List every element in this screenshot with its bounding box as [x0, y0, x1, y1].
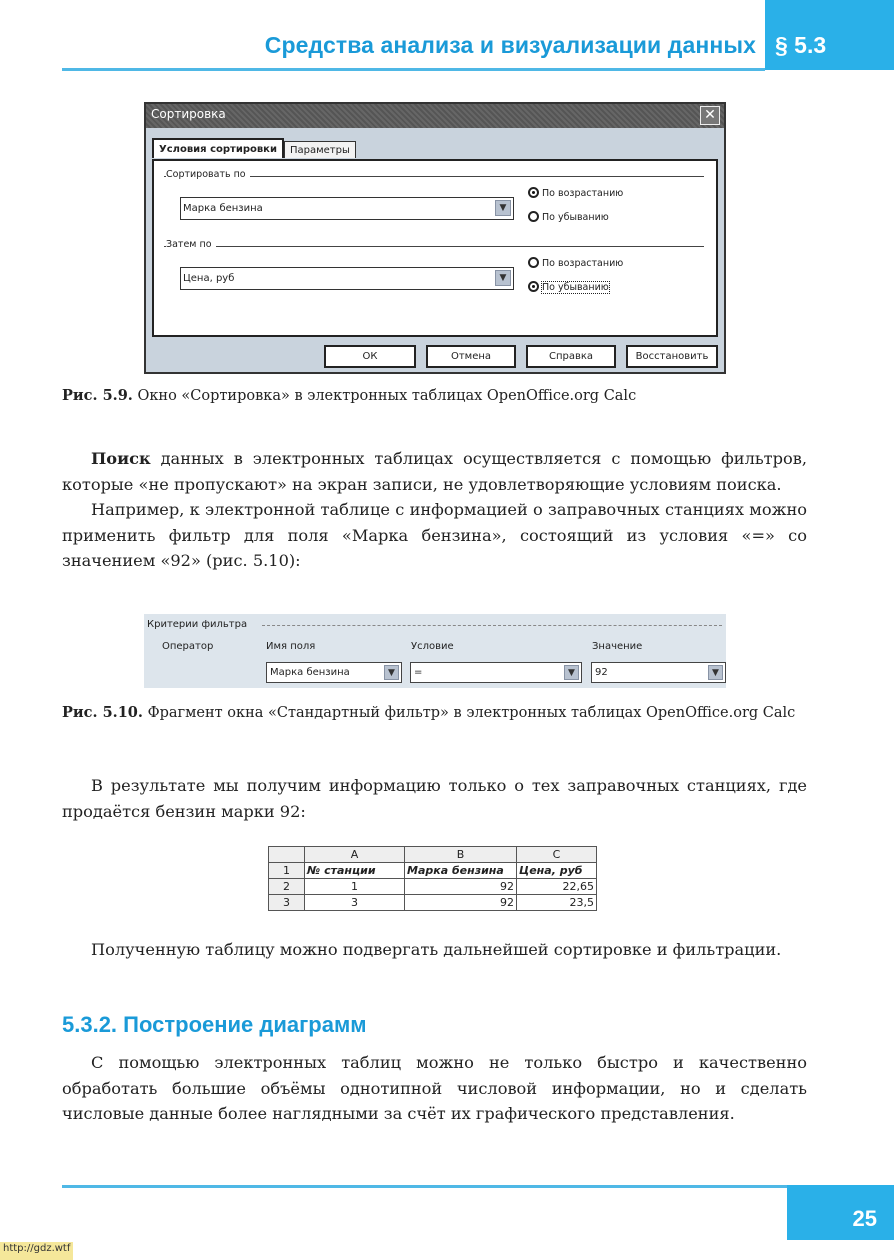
section-heading: 5.3.2. Построение диаграмм	[62, 1012, 367, 1037]
figure-label: Рис. 5.10.	[62, 704, 143, 721]
row-header: 2	[269, 879, 305, 895]
table-cell: Марка бензина	[405, 863, 517, 879]
dialog-title: Сортировка	[151, 107, 226, 121]
paragraph-example: Например, к электронной таблице с информацией о заправочных станциях можно применить фильтр для поля «Марка бензина», состоящий из условия «=» со значением «92» (рис. 5.10):	[62, 500, 807, 570]
header-divider	[62, 68, 765, 71]
chevron-down-icon[interactable]: ▼	[495, 200, 511, 216]
table-cell: 92	[405, 879, 517, 895]
paragraph-diagrams	[62, 1050, 807, 1127]
sort-by-label: Сортировать по	[166, 169, 250, 180]
radio-label: По убыванию	[542, 212, 609, 223]
group-divider	[164, 246, 704, 247]
column-header-row	[269, 847, 597, 863]
dialog-tabs	[152, 138, 356, 158]
ok-button[interactable]: ОК	[324, 345, 416, 368]
then-by-value: Цена, руб	[183, 273, 235, 284]
tab-panel-sort-criteria	[152, 159, 718, 337]
paragraph-further-text: Полученную таблицу можно подвергать дальнейшей сортировке и фильтрации.	[91, 940, 782, 959]
then-by-select[interactable]	[180, 267, 514, 290]
radio-unselected-icon	[528, 257, 539, 268]
value-select[interactable]	[591, 662, 726, 683]
table-cell: № станции	[305, 863, 405, 879]
radio-selected-icon	[528, 187, 539, 198]
table-cell: 22,65	[517, 879, 597, 895]
radio-label: По возрастанию	[542, 258, 624, 269]
paragraph-result	[62, 773, 807, 824]
figure-text: Фрагмент окна «Стандартный фильтр» в электронных таблицах OpenOffice.org Calc	[147, 705, 796, 721]
radio-label: По убыванию	[542, 282, 609, 293]
table-cell: 3	[305, 895, 405, 911]
figure-text: Окно «Сортировка» в электронных таблицах OpenOffice.org Calc	[137, 388, 637, 404]
then-by-label: Затем по	[166, 239, 216, 250]
table-row	[269, 863, 597, 879]
chevron-down-icon[interactable]: ▼	[495, 270, 511, 286]
page-header-title: Средства анализа и визуализации данных	[264, 32, 756, 58]
sort-by-select[interactable]	[180, 197, 514, 220]
value-label: Значение	[592, 641, 643, 652]
help-button[interactable]: Справка	[526, 345, 616, 368]
chevron-down-icon[interactable]: ▼	[384, 665, 399, 680]
value-value: 92	[595, 667, 608, 678]
field-name-select[interactable]	[266, 662, 402, 683]
result-spreadsheet	[268, 846, 597, 911]
figure-label: Рис. 5.9.	[62, 387, 133, 404]
field-name-value: Марка бензина	[270, 667, 350, 678]
footer-divider	[62, 1185, 787, 1188]
sort-by-descending-radio[interactable]	[528, 211, 609, 223]
radio-unselected-icon	[528, 211, 539, 222]
close-icon[interactable]: ✕	[700, 106, 720, 125]
radio-label: По возрастанию	[542, 188, 624, 199]
paragraph-search	[62, 446, 807, 574]
radio-selected-icon	[528, 281, 539, 292]
row-header: 1	[269, 863, 305, 879]
figure-5-9-caption	[62, 386, 807, 406]
paragraph-diagrams-text: С помощью электронных таблиц можно не только быстро и качественно обработать большие объёмы однотипной числовой информации, но и сделать числовые данные более наглядными за счёт их графического представления.	[62, 1053, 807, 1123]
term-search: Поиск	[91, 449, 151, 468]
watermark-link[interactable]: http://gdz.wtf	[0, 1242, 73, 1260]
chevron-down-icon[interactable]: ▼	[708, 665, 723, 680]
reset-button[interactable]: Восстановить	[626, 345, 718, 368]
column-header: A	[305, 847, 405, 863]
field-name-label: Имя поля	[266, 641, 316, 652]
corner-cell	[269, 847, 305, 863]
paragraph-further	[62, 937, 807, 963]
page-number: 25	[787, 1185, 894, 1240]
tab-options[interactable]: Параметры	[284, 141, 356, 158]
then-by-ascending-radio[interactable]	[528, 257, 623, 269]
table-cell: 92	[405, 895, 517, 911]
paragraph-result-text: В результате мы получим информацию только о тех заправочных станциях, где продаётся бензин марки 92:	[62, 776, 807, 821]
table-cell: 23,5	[517, 895, 597, 911]
chevron-down-icon[interactable]: ▼	[564, 665, 579, 680]
condition-label: Условие	[411, 641, 454, 652]
then-by-descending-radio[interactable]	[528, 281, 609, 293]
column-header: C	[517, 847, 597, 863]
cancel-button[interactable]: Отмена	[426, 345, 516, 368]
filter-criteria-label: Критерии фильтра	[147, 619, 248, 630]
section-badge: § 5.3	[765, 0, 894, 70]
sort-by-value: Марка бензина	[183, 203, 263, 214]
dialog-titlebar	[146, 104, 724, 128]
group-divider	[262, 625, 722, 626]
column-header: B	[405, 847, 517, 863]
table-row	[269, 895, 597, 911]
sort-dialog	[144, 102, 726, 374]
standard-filter-fragment	[144, 614, 726, 688]
paragraph-search-text: данных в электронных таблицах осуществляется с помощью фильтров, которые «не пропускают» на экран записи, не удовлетворяющие условиям поиска.	[62, 449, 807, 494]
sort-by-ascending-radio[interactable]	[528, 187, 623, 199]
table-cell: 1	[305, 879, 405, 895]
table-row	[269, 879, 597, 895]
condition-select[interactable]	[410, 662, 582, 683]
operator-label: Оператор	[162, 641, 214, 652]
figure-5-10-caption	[62, 703, 807, 723]
row-header: 3	[269, 895, 305, 911]
table-cell: Цена, руб	[517, 863, 597, 879]
condition-value: =	[414, 667, 423, 678]
tab-sort-criteria[interactable]: Условия сортировки	[152, 138, 284, 158]
